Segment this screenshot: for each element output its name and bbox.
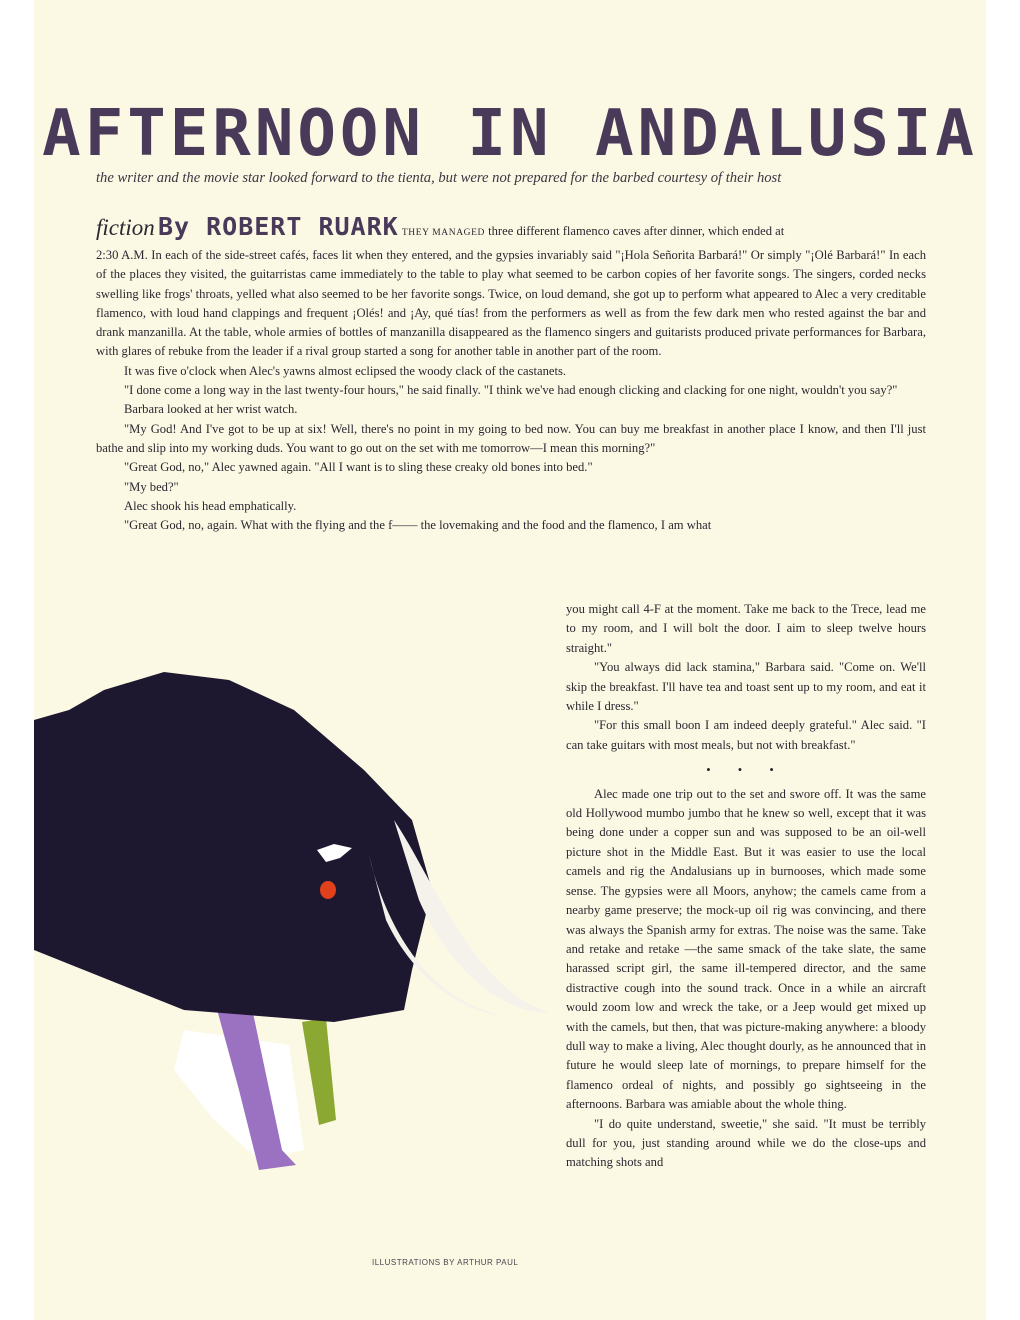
article-title: AFTERNOON IN ANDALUSIA <box>42 97 978 171</box>
illustration-credit: ILLUSTRATIONS BY ARTHUR PAUL <box>372 1258 519 1267</box>
paragraph: "I done come a long way in the last twenty-four hours," he said finally. "I think we've had enough clicking and clacking for one night, wouldn't you say?" <box>124 383 898 398</box>
paragraph: Barbara looked at her wrist watch. <box>124 402 298 417</box>
paragraph: 2:30 A.M. In each of the side-street cafés, faces lit when they entered, and the gypsies invariably said "¡Hola Señorita Barbará!" Or simply "¡Olé Barbará!" In each of the places they visited, the guitarristas came immediately to the table to play what seemed to be carbon copies of her favorite songs. The singers, corded necks swelling like frogs' throats, yelled what also seemed to be her favorite songs. Twice, on loud demand, she got up to perform what appeared to Alec a very creditable flamenco, with loud hand clappings and frequent ¡Olés! and ¡Ay, qué tías! from the performers as well as from the few dark men who rested against the bar and drank manzanilla. At the table, whole armies of bottles of manzanilla disappeared as the flamenco singers and guitarists produced private performances for Barbara, with glares of rebuke from the leader if a rival group started a song for another table in another part of the room. <box>96 248 926 359</box>
paragraph: you might call 4-F at the moment. Take me back to the Trece, lead me to my room, and I will bolt the door. I aim to sleep twelve hours straight." <box>566 602 926 655</box>
paragraph: "Great God, no, again. What with the flying and the f—— the lovemaking and the food and the flamenco, I am what <box>124 518 712 533</box>
paragraph: Alec made one trip out to the set and swore off. It was the same old Hollywood mumbo jumbo that he knew so well, except that it was being done under a copper sun and was supposed to be an oil-well picture shot in the Middle East. But it was easier to use the local camels and rig the Andalusians up in burnooses, which made some sense. The gypsies were all Moors, anyhow; the camels came from a nearby game preserve; the mock-up oil rig was convincing, and there was always the Spanish army for extras. The noise was the same. Take and retake and retake —the same smack of the take slate, the same harassed script girl, the same ill-tempered director, and the same distractive cough into the sound track. Once in a while an aircraft would zoom low and wreck the take, or a Jeep would get mixed up with the camels, but then, that was picture-making anywhere: a bloody dull way to make a living, Alec thought dourly, as he announced that in future he would sleep late of mornings, to prepare himself for the flamenco ordeal of nights, and possibly go sightseeing in the afternoons. Barbara was amiable about the whole thing. <box>566 786 926 1112</box>
genre-label: fiction <box>96 215 155 240</box>
bull-silhouette <box>34 672 432 1022</box>
paragraph: "You always did lack stamina," Barbara said. "Come on. We'll skip the breakfast. I'll have tea and toast sent up to my room, and eat it while I dress." <box>566 660 926 714</box>
author-byline: By ROBERT RUARK <box>157 212 399 241</box>
paragraph: "I do quite understand, sweetie," she said. "It must be terribly dull for you, just standing around while we do the close-ups and matching shots and <box>566 1116 926 1170</box>
paragraph: Alec shook his head emphatically. <box>124 498 297 513</box>
paragraph: "Great God, no," Alec yawned again. "All I want is to sling these creaky old bones into bed." <box>124 460 593 475</box>
magazine-page <box>34 0 986 1320</box>
first-line: three different flamenco caves after dinner, which ended at <box>488 224 785 238</box>
article-subtitle: the writer and the movie star looked forward to the tienta, but were not prepared for the barbed courtesy of their host <box>96 170 782 186</box>
bull-eye <box>320 881 336 899</box>
section-break: • • • <box>706 763 786 778</box>
bull-illustration <box>34 650 554 1190</box>
text-full-width <box>96 246 926 535</box>
paragraph: "My bed?" <box>124 479 179 494</box>
text-right-column <box>566 600 926 1173</box>
paragraph: "My God! And I've got to be up at six! Well, there's no point in my going to bed now. You can buy me breakfast in another place I know, and then I'll just bathe and slip into my working duds. You want to go out on the set with me tomorrow—I mean this morning?" <box>96 421 926 455</box>
paragraph: "For this small boon I am indeed deeply grateful." Alec said. "I can take guitars with most meals, but not with breakfast." <box>566 718 926 752</box>
byline-row <box>96 210 926 244</box>
paragraph: It was five o'clock when Alec's yawns almost eclipsed the woody clack of the castanets. <box>124 363 567 378</box>
lead-in: THEY MANAGED <box>401 228 485 238</box>
green-banderilla <box>302 1018 336 1125</box>
